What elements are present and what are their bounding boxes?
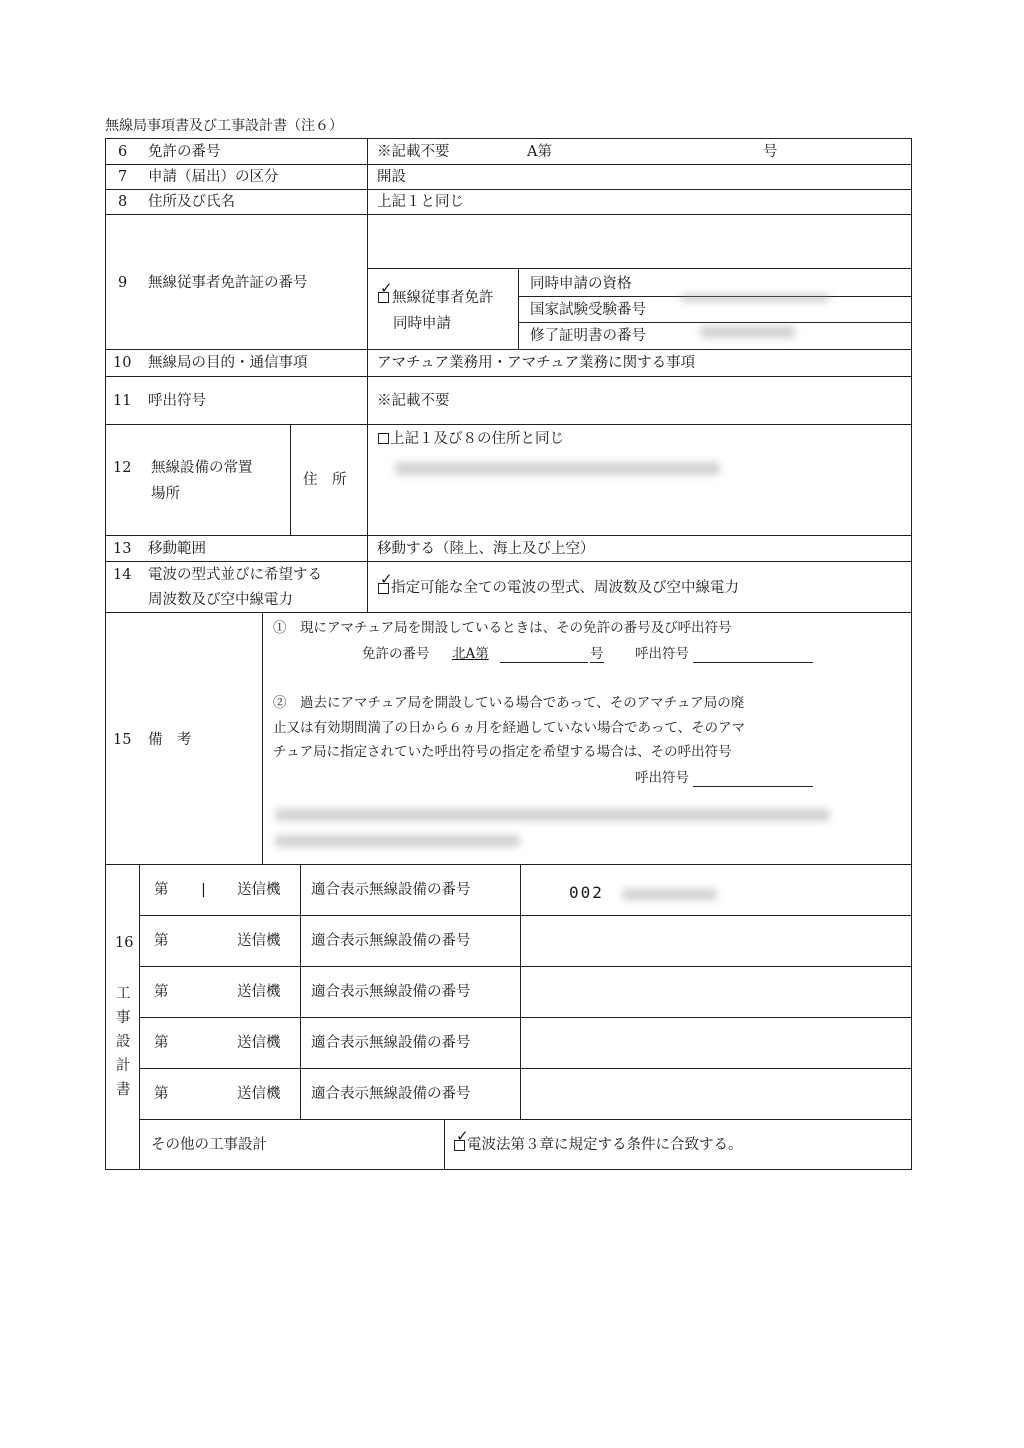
conformity-label: 電波法第３章に規定する条件に合致する。	[467, 1137, 743, 1153]
same-address-checkbox[interactable]	[378, 433, 389, 444]
redacted-remarks-line1	[275, 809, 830, 821]
remarks-item1: ① 現にアマチュア局を開設しているときは、その免許の番号及び呼出符号	[273, 620, 732, 636]
transmitter-label: 送信機	[237, 882, 281, 898]
row-label: 無線従事者免許証の番号	[148, 275, 308, 291]
remarks-item2-line2: 止又は有効期間満了の日から６ヵ月を経過していない場合であって、そのアマ	[273, 720, 746, 736]
sub-label-qualification: 同時申請の資格	[530, 276, 632, 292]
vertical-char: 計	[116, 1058, 131, 1074]
callsign-label-2: 呼出符号	[635, 770, 689, 786]
row-label: 呼出符号	[148, 393, 206, 409]
callsign-blank-2[interactable]	[693, 786, 813, 787]
go-label: 号	[763, 144, 778, 160]
row-number: 14	[113, 567, 132, 583]
license-number-label: 免許の番号	[362, 646, 430, 662]
redacted-address	[395, 462, 720, 475]
checkbox-label-line1: 無線従事者免許	[392, 290, 494, 306]
sub-label-certificate-number: 修了証明書の番号	[530, 328, 646, 344]
row-number: 13	[113, 541, 132, 557]
check-mark-icon: ✓	[456, 1127, 469, 1145]
redacted-remarks-line2	[275, 835, 520, 847]
row-label: 免許の番号	[148, 144, 221, 160]
row-label-line2: 周波数及び空中線電力	[148, 592, 293, 608]
vertical-char: 書	[116, 1082, 131, 1098]
cert-number-label: 適合表示無線設備の番号	[311, 882, 471, 898]
call-sign-value: ※記載不要	[377, 393, 450, 409]
address-label: 住 所	[303, 472, 347, 488]
row-label: 移動範囲	[148, 541, 206, 557]
remarks-item2-line3: チュア局に指定されていた呼出符号の指定を希望する場合は、その呼出符号	[273, 744, 732, 760]
row-label-line1: 無線設備の常置	[151, 460, 253, 476]
vertical-char: 設	[116, 1034, 131, 1050]
license-number-value[interactable]: 北A第	[452, 646, 489, 662]
dai-label: 第	[154, 1035, 169, 1051]
cert-number-label: 適合表示無線設備の番号	[311, 1035, 471, 1051]
transmitter-label: 送信機	[237, 933, 281, 949]
row-label-line1: 電波の型式並びに希望する	[148, 567, 322, 583]
not-required-note: ※記載不要	[377, 144, 450, 160]
application-type-value[interactable]: 開設	[377, 169, 406, 185]
transmitter-number[interactable]: |	[201, 882, 206, 898]
sub-label-exam-number: 国家試験受験番号	[530, 302, 646, 318]
row-number: 16	[115, 935, 134, 951]
cert-number-label: 適合表示無線設備の番号	[311, 984, 471, 1000]
row-label: 無線局の目的・通信事項	[148, 355, 308, 371]
row-number: 7	[118, 169, 128, 185]
checkbox-label-line2: 同時申請	[393, 316, 451, 332]
dai-label: 第	[154, 933, 169, 949]
dai-label: 第	[154, 882, 169, 898]
row-number: 15	[113, 732, 132, 748]
transmitter-label: 送信機	[237, 1086, 281, 1102]
all-emission-label: 指定可能な全ての電波の型式、周波数及び空中線電力	[391, 580, 739, 596]
redacted-exam-number	[680, 294, 830, 302]
cert-number-label: 適合表示無線設備の番号	[311, 1086, 471, 1102]
remarks-item2-line1: ② 過去にアマチュア局を開設している場合であって、そのアマチュア局の廃	[273, 695, 745, 711]
row-number: 9	[118, 275, 128, 291]
cert-number-label: 適合表示無線設備の番号	[311, 933, 471, 949]
address-name-value[interactable]: 上記１と同じ	[377, 194, 464, 210]
cert-number-value[interactable]: 002	[569, 883, 604, 902]
check-mark-icon: ✓	[380, 570, 393, 588]
dai-label: 第	[154, 984, 169, 1000]
row-label: 備 考	[148, 732, 192, 748]
row-number: 10	[113, 355, 132, 371]
row-number: 12	[113, 460, 132, 476]
check-mark-icon: ✓	[380, 279, 393, 297]
callsign-blank[interactable]	[693, 662, 813, 663]
row-label-line2: 場所	[151, 486, 180, 502]
other-design-label: その他の工事設計	[151, 1137, 267, 1153]
dai-label: 第	[154, 1086, 169, 1102]
transmitter-label: 送信機	[237, 984, 281, 1000]
document-title: 無線局事項書及び工事設計書（注６）	[105, 118, 343, 134]
row-number: 8	[118, 194, 128, 210]
redacted-certificate-number	[700, 326, 795, 338]
row-label: 申請（届出）の区分	[148, 169, 279, 185]
movement-range-value[interactable]: 移動する（陸上、海上及び上空）	[377, 541, 595, 557]
row-number: 11	[113, 393, 132, 409]
same-address-label: 上記１及び８の住所と同じ	[390, 431, 564, 447]
transmitter-label: 送信機	[237, 1035, 281, 1051]
license-a-label: A第	[527, 144, 552, 160]
row-label: 住所及び氏名	[148, 194, 235, 210]
redacted-cert-number	[622, 889, 717, 900]
row-number: 6	[118, 144, 128, 160]
go-label: 号	[590, 646, 604, 662]
vertical-char: 事	[116, 1010, 131, 1026]
callsign-label: 呼出符号	[635, 646, 689, 662]
station-purpose-value[interactable]: アマチュア業務用・アマチュア業務に関する事項	[377, 355, 696, 371]
vertical-char: 工	[116, 986, 131, 1002]
